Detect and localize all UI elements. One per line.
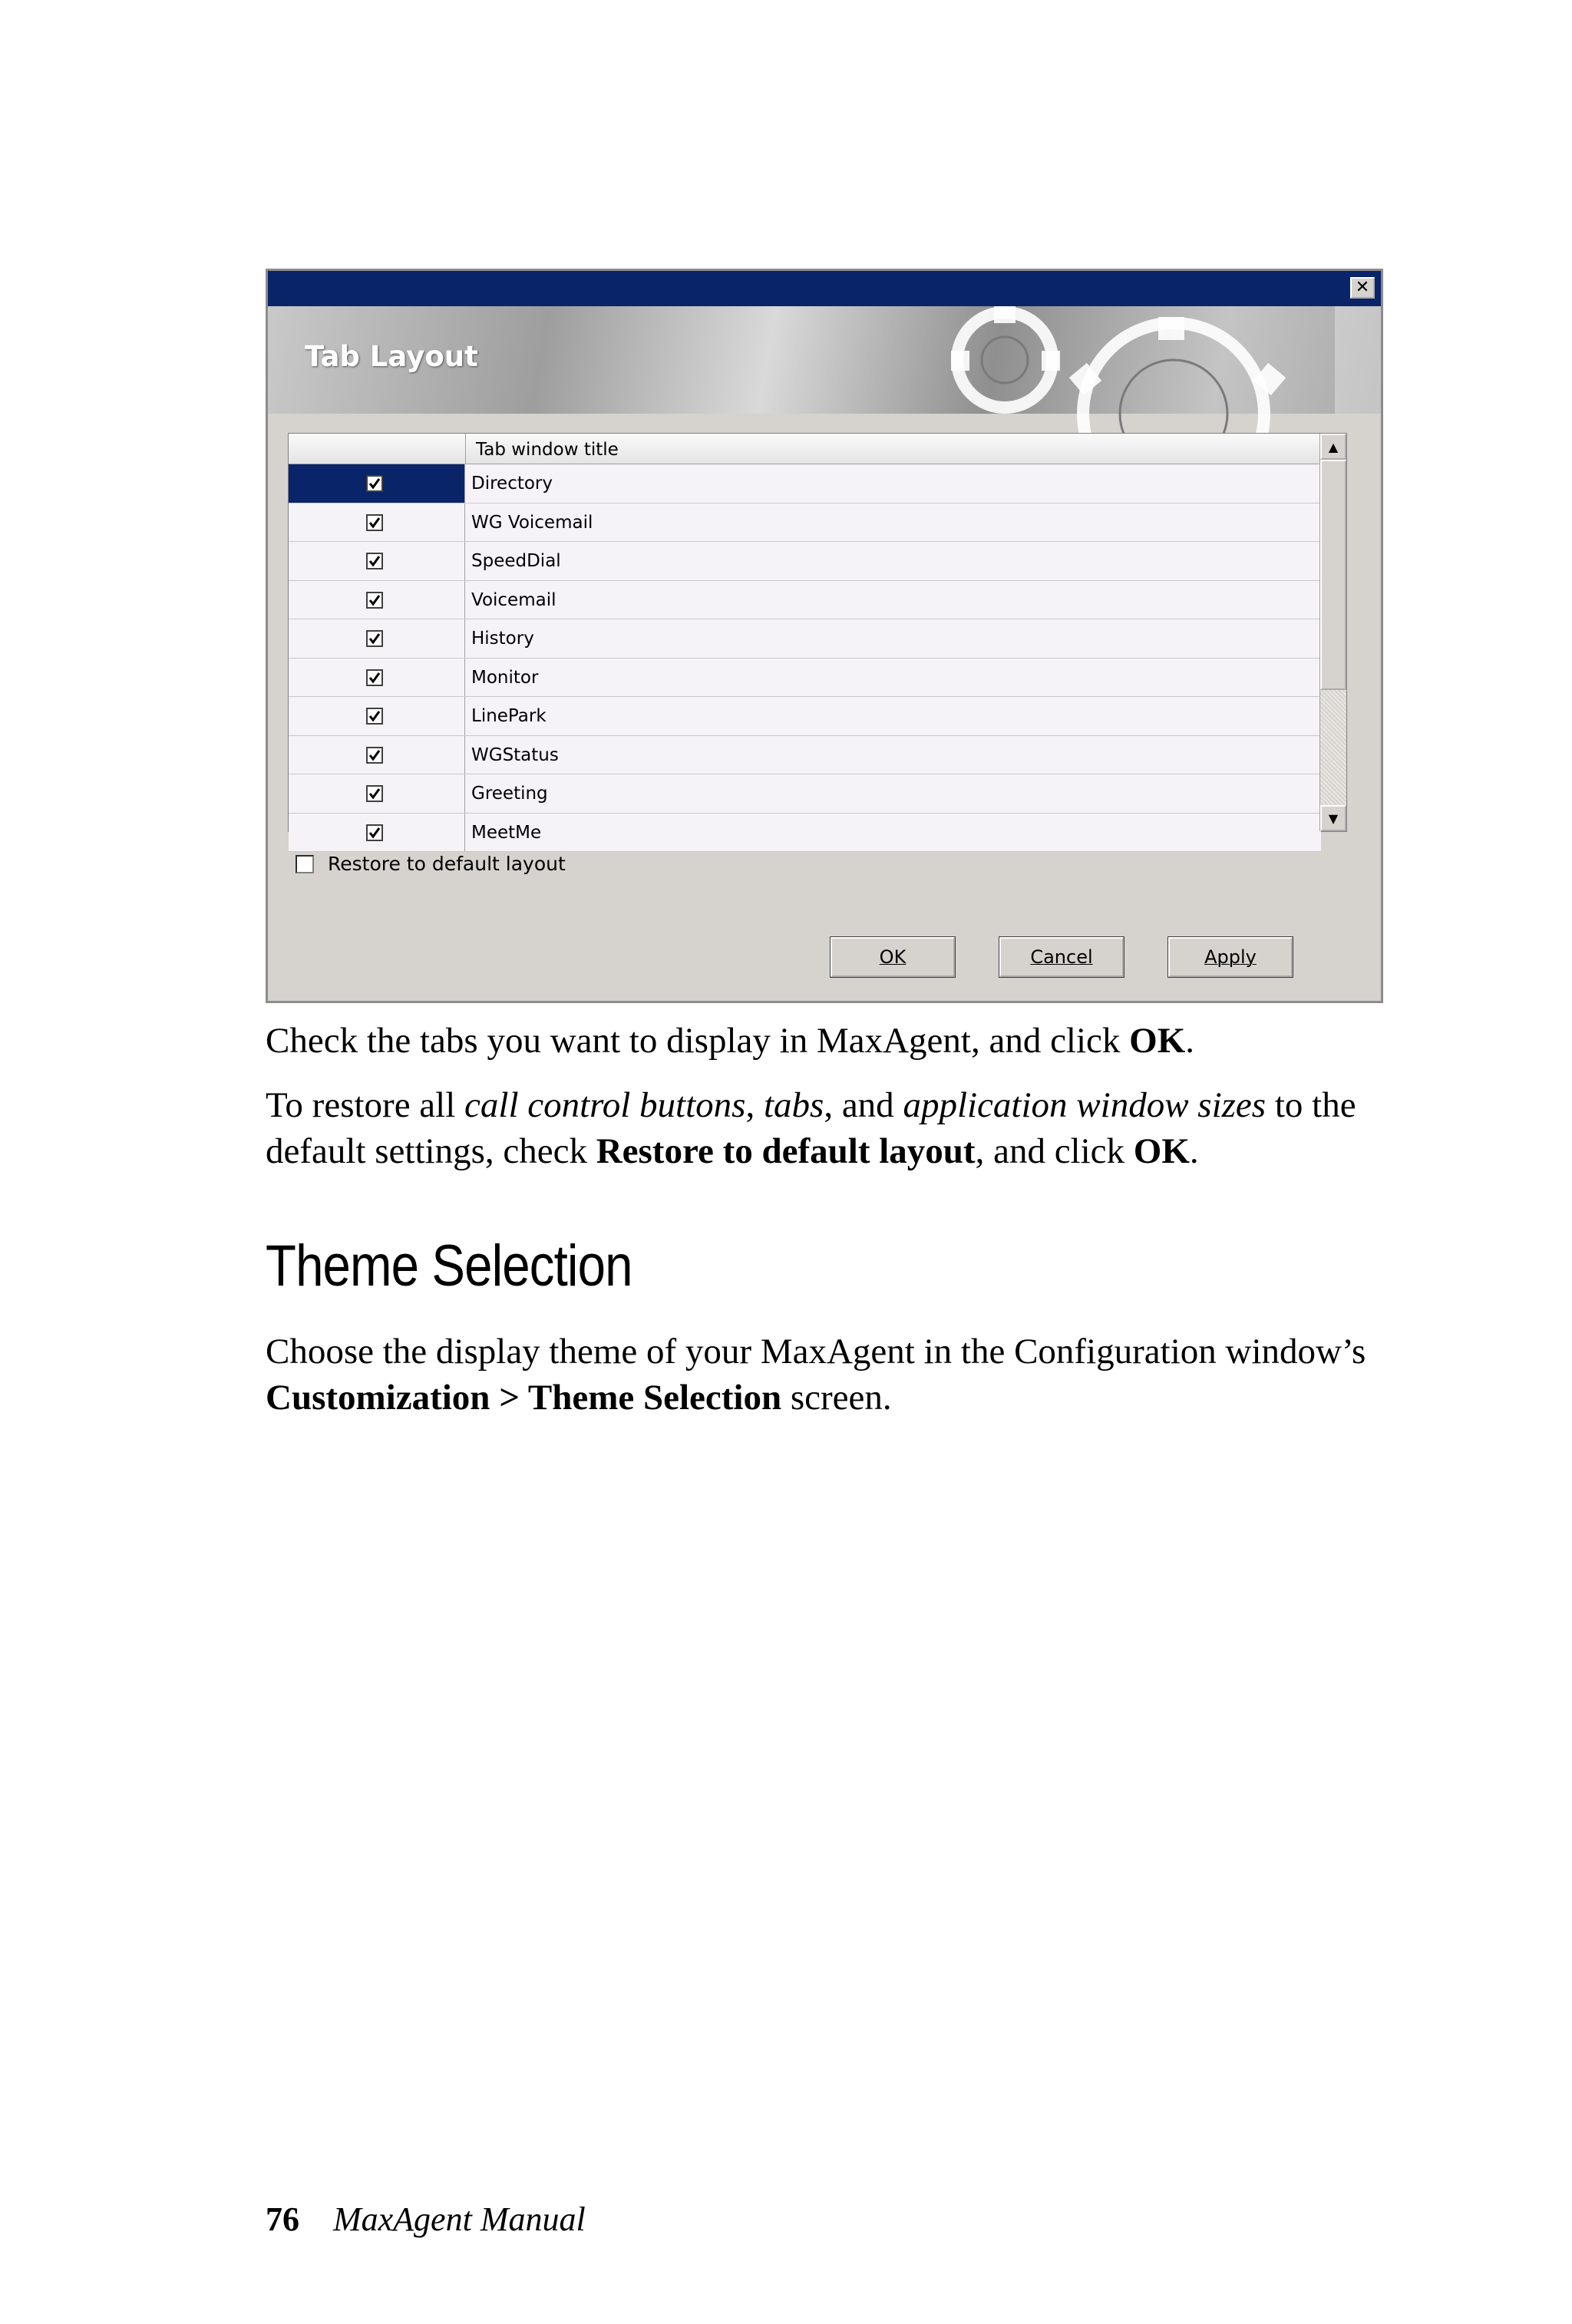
text-run: Choose the display theme of your MaxAgent in the Configuration window’s bbox=[266, 1332, 1366, 1372]
grid-row-monitor[interactable] bbox=[289, 659, 1321, 698]
check-cell bbox=[289, 581, 465, 619]
tab-title: Monitor bbox=[471, 667, 539, 688]
bold-ok: OK bbox=[1133, 1131, 1190, 1171]
text-run: To restore all bbox=[266, 1085, 465, 1125]
tab-title: SpeedDial bbox=[471, 551, 561, 571]
check-cell bbox=[289, 736, 465, 774]
grid-header bbox=[289, 434, 1321, 464]
cancel-button-label: Cancel bbox=[1030, 946, 1093, 968]
check-cell bbox=[289, 619, 465, 658]
gears-icon bbox=[844, 306, 1381, 414]
scroll-up-button[interactable] bbox=[1320, 434, 1346, 460]
page-footer bbox=[266, 2200, 586, 2239]
tab-title: History bbox=[471, 629, 534, 649]
tab-checkbox[interactable] bbox=[366, 785, 383, 802]
text-run: to the default settings, check bbox=[266, 1085, 1356, 1171]
column-separator bbox=[465, 434, 466, 464]
tab-checkbox[interactable] bbox=[366, 747, 383, 764]
scroll-thumb[interactable] bbox=[1320, 460, 1346, 690]
instruction-paragraph bbox=[266, 1018, 1394, 1064]
dialog-banner bbox=[268, 306, 1381, 414]
grid-row-linepark[interactable] bbox=[289, 697, 1321, 736]
theme-paragraph bbox=[266, 1329, 1394, 1421]
check-cell bbox=[289, 464, 465, 503]
arrow-up-icon: ▲ bbox=[1328, 439, 1339, 454]
tab-title: WG Voicemail bbox=[471, 512, 593, 533]
tab-checkbox[interactable] bbox=[366, 514, 383, 531]
tab-layout-dialog bbox=[266, 269, 1383, 1003]
restore-default-option[interactable] bbox=[296, 853, 566, 875]
grid-row-speeddial[interactable] bbox=[289, 542, 1321, 581]
checkmark-icon bbox=[368, 632, 381, 645]
text-run: Check the tabs you want to display in MaxAgent, and click bbox=[266, 1021, 1130, 1061]
text-run: , and bbox=[824, 1085, 903, 1125]
restore-default-label: Restore to default layout bbox=[328, 853, 566, 875]
grid-row-meetme[interactable] bbox=[289, 814, 1321, 853]
tab-checkbox[interactable] bbox=[366, 553, 383, 569]
manual-title: MaxAgent Manual bbox=[333, 2200, 586, 2238]
tab-title: LinePark bbox=[471, 706, 547, 726]
tab-title: MeetMe bbox=[471, 822, 542, 843]
check-cell bbox=[289, 697, 465, 735]
arrow-down-icon: ▼ bbox=[1328, 810, 1339, 826]
checkmark-icon bbox=[368, 594, 381, 606]
text-run: screen. bbox=[781, 1378, 892, 1418]
tab-list-grid bbox=[288, 433, 1347, 843]
check-cell bbox=[289, 542, 465, 580]
text-run: . bbox=[1185, 1021, 1195, 1061]
column-header-title[interactable]: Tab window title bbox=[476, 440, 619, 460]
checkmark-icon bbox=[368, 749, 381, 761]
grid-row-wgstatus[interactable] bbox=[289, 736, 1321, 775]
restore-default-checkbox[interactable] bbox=[296, 855, 314, 873]
checkmark-icon bbox=[368, 517, 381, 529]
tab-checkbox[interactable] bbox=[366, 475, 383, 492]
grid-row-wg-voicemail[interactable] bbox=[289, 503, 1321, 543]
tab-checkbox[interactable] bbox=[366, 592, 383, 609]
checkmark-icon bbox=[368, 672, 381, 684]
ok-button[interactable] bbox=[831, 937, 955, 977]
checkmark-icon bbox=[368, 710, 381, 722]
page-number: 76 bbox=[266, 2200, 299, 2238]
close-icon: ✕ bbox=[1355, 278, 1370, 297]
text-run: . bbox=[1189, 1131, 1199, 1171]
restore-paragraph bbox=[266, 1082, 1394, 1174]
checkmark-icon bbox=[368, 827, 381, 839]
tab-checkbox[interactable] bbox=[366, 630, 383, 647]
dialog-title: Tab Layout bbox=[305, 340, 478, 373]
italic-term: tabs bbox=[763, 1085, 824, 1125]
check-cell bbox=[289, 814, 465, 852]
bold-term: Customization > Theme Selection bbox=[266, 1378, 782, 1418]
apply-button-label: Apply bbox=[1204, 946, 1257, 968]
grid-rows bbox=[289, 464, 1321, 852]
checkmark-icon bbox=[368, 555, 381, 567]
bold-term: Restore to default layout bbox=[596, 1131, 976, 1171]
vertical-scrollbar[interactable] bbox=[1319, 434, 1346, 831]
scroll-down-button[interactable] bbox=[1320, 805, 1346, 831]
section-heading: Theme Selection bbox=[266, 1233, 632, 1299]
title-bar bbox=[268, 271, 1381, 306]
tab-checkbox[interactable] bbox=[366, 669, 383, 686]
text-run: , and click bbox=[975, 1131, 1134, 1171]
tab-checkbox[interactable] bbox=[366, 824, 383, 841]
tab-title: Voicemail bbox=[471, 589, 556, 610]
checkmark-icon bbox=[368, 477, 381, 490]
check-cell bbox=[289, 503, 465, 542]
ok-button-label: OK bbox=[879, 946, 907, 968]
grid-row-voicemail[interactable] bbox=[289, 581, 1321, 620]
grid-row-history[interactable] bbox=[289, 619, 1321, 659]
grid-row-greeting[interactable] bbox=[289, 774, 1321, 814]
bold-ok: OK bbox=[1129, 1021, 1186, 1061]
close-button[interactable] bbox=[1350, 277, 1375, 299]
tab-checkbox[interactable] bbox=[366, 708, 383, 725]
cancel-button[interactable] bbox=[999, 937, 1124, 977]
grid-row-directory[interactable] bbox=[289, 464, 1321, 503]
text-run: , bbox=[745, 1085, 764, 1125]
italic-term: application window sizes bbox=[903, 1085, 1267, 1125]
italic-term: call control buttons bbox=[464, 1085, 746, 1125]
check-cell bbox=[289, 774, 465, 813]
tab-title: Greeting bbox=[471, 784, 548, 804]
check-cell bbox=[289, 659, 465, 697]
checkmark-icon bbox=[368, 787, 381, 800]
tab-title: Directory bbox=[471, 474, 553, 494]
apply-button[interactable] bbox=[1168, 937, 1293, 977]
tab-title: WGStatus bbox=[471, 744, 559, 765]
